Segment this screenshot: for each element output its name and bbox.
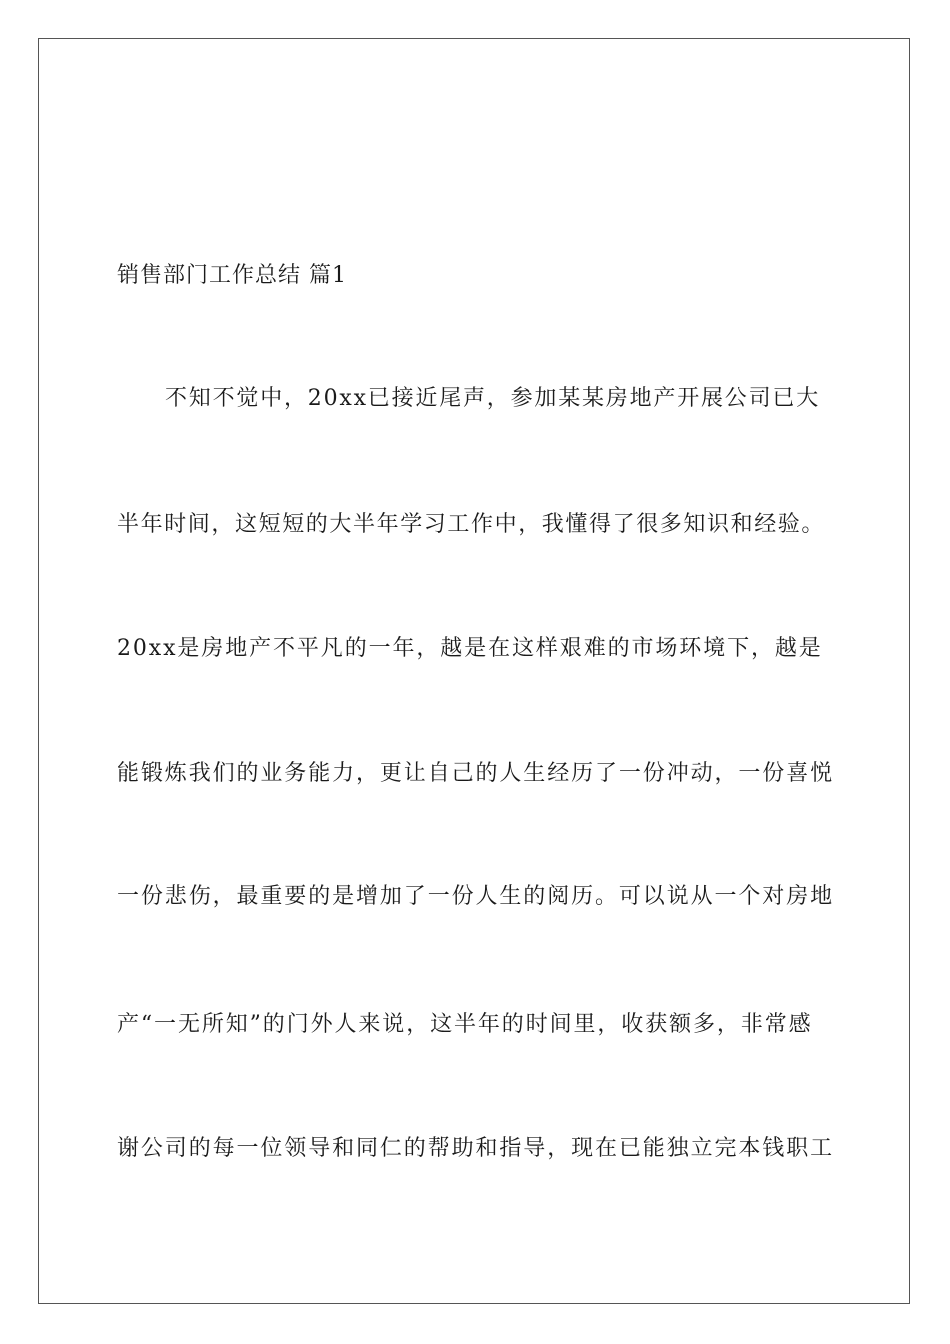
- paragraph-line-4: 能锻炼我们的业务能力，更让自己的人生经历了一份冲动，一份喜悦: [117, 761, 835, 786]
- document-title: 销售部门工作总结 篇1: [117, 263, 347, 288]
- paragraph-line-3: 20xx是房地产不平凡的一年，越是在这样艰难的市场环境下，越是: [117, 636, 823, 661]
- paragraph-line-7: 谢公司的每一位领导和同仁的帮助和指导，现在已能独立完本钱职工: [117, 1136, 835, 1161]
- paragraph-line-5: 一份悲伤，最重要的是增加了一份人生的阅历。可以说从一个对房地: [117, 884, 835, 909]
- paragraph-line-1: 不知不觉中，20xx已接近尾声，参加某某房地产开展公司已大: [165, 386, 821, 411]
- paragraph-line-2: 半年时间，这短短的大半年学习工作中，我懂得了很多知识和经验。: [117, 512, 826, 537]
- page-border: [38, 38, 910, 1304]
- paragraph-line-6: 产“一无所知”的门外人来说，这半年的时间里，收获额多，非常感: [117, 1012, 813, 1037]
